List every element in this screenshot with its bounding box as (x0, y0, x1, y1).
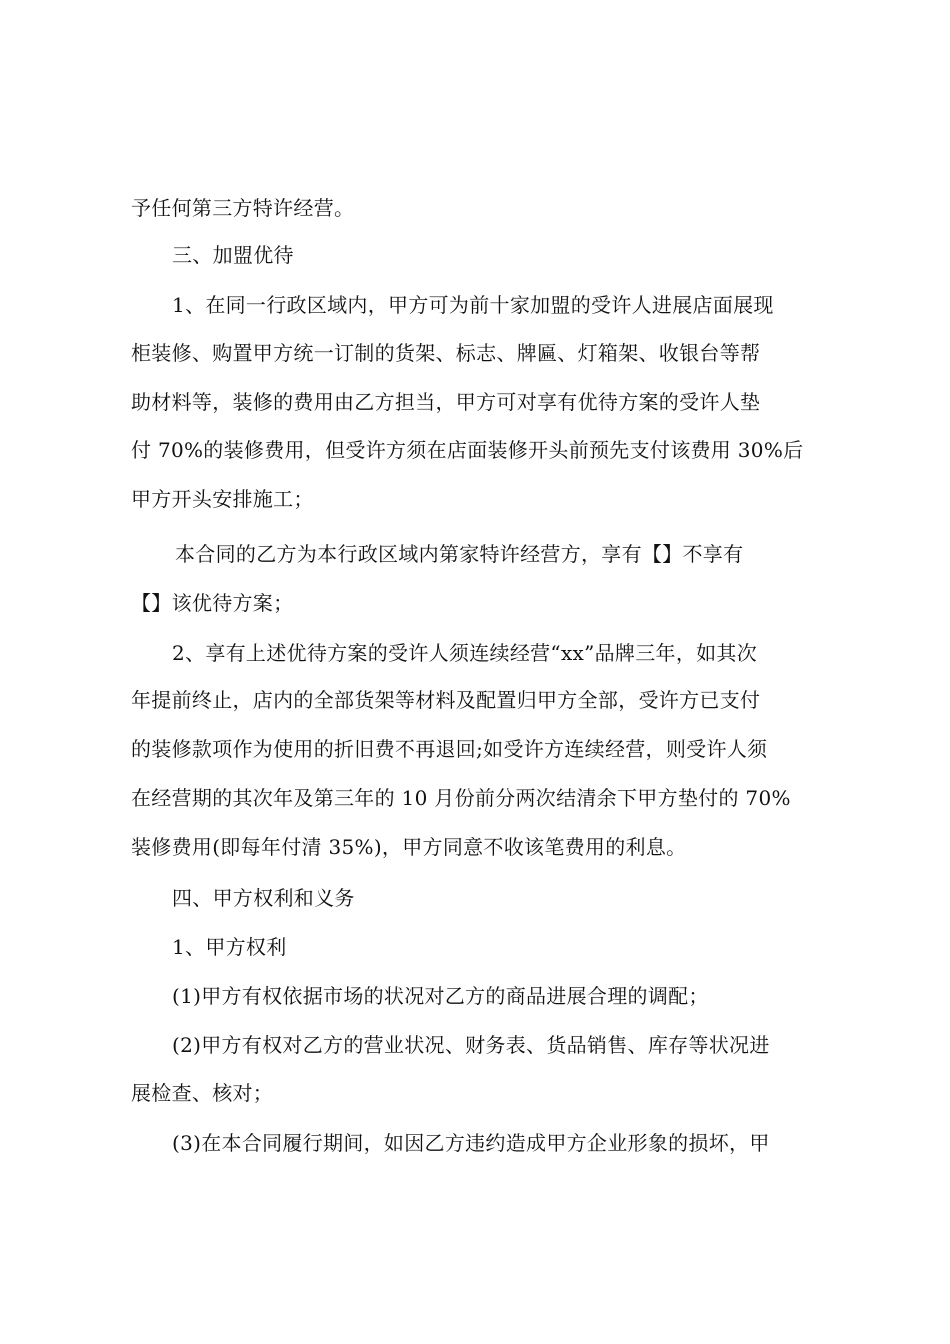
paragraph-line: 在经营期的其次年及第三年的 10 月份前分两次结清余下甲方垫付的 70% (131, 786, 791, 810)
paragraph-line: 予任何第三方特许经营。 (131, 196, 355, 220)
paragraph-line: 助材料等，装修的费用由乙方担当，甲方可对享有优待方案的受许人垫 (131, 390, 761, 414)
paragraph-line: 付 70%的装修费用，但受许方须在店面装修开头前预先支付该费用 30%后 (131, 438, 804, 462)
paragraph-line: (2)甲方有权对乙方的营业状况、财务表、货品销售、库存等状况进 (172, 1033, 770, 1057)
paragraph-line: 装修费用(即每年付清 35%)，甲方同意不收该笔费用的利息。 (131, 835, 687, 859)
paragraph-line: 年提前终止，店内的全部货架等材料及配置归甲方全部，受许方已支付 (131, 688, 761, 712)
paragraph-line: 本合同的乙方为本行政区域内第家特许经营方，享有【】不享有 (175, 542, 744, 566)
paragraph-line: (3)在本合同履行期间，如因乙方违约造成甲方企业形象的损坏，甲 (172, 1131, 770, 1155)
paragraph-line: 展检查、核对； (131, 1081, 274, 1105)
paragraph-line: 甲方开头安排施工； (131, 487, 314, 511)
subsection-heading: 1、甲方权利 (172, 935, 287, 959)
paragraph-line: 1、在同一行政区域内，甲方可为前十家加盟的受许人进展店面展现 (172, 293, 774, 317)
paragraph-line: 的装修款项作为使用的折旧费不再退回;如受许方连续经营，则受许人须 (131, 737, 768, 761)
paragraph-line: (1)甲方有权依据市场的状况对乙方的商品进展合理的调配； (172, 984, 709, 1008)
paragraph-line: 【】该优待方案； (131, 591, 294, 615)
paragraph-line: 2、享有上述优待方案的受许人须连续经营“xx”品牌三年，如其次 (172, 641, 758, 665)
section-heading: 三、加盟优待 (172, 243, 294, 267)
paragraph-line: 柜装修、购置甲方统一订制的货架、标志、牌匾、灯箱架、收银台等帮 (131, 341, 761, 365)
section-heading: 四、甲方权利和义务 (172, 886, 355, 910)
